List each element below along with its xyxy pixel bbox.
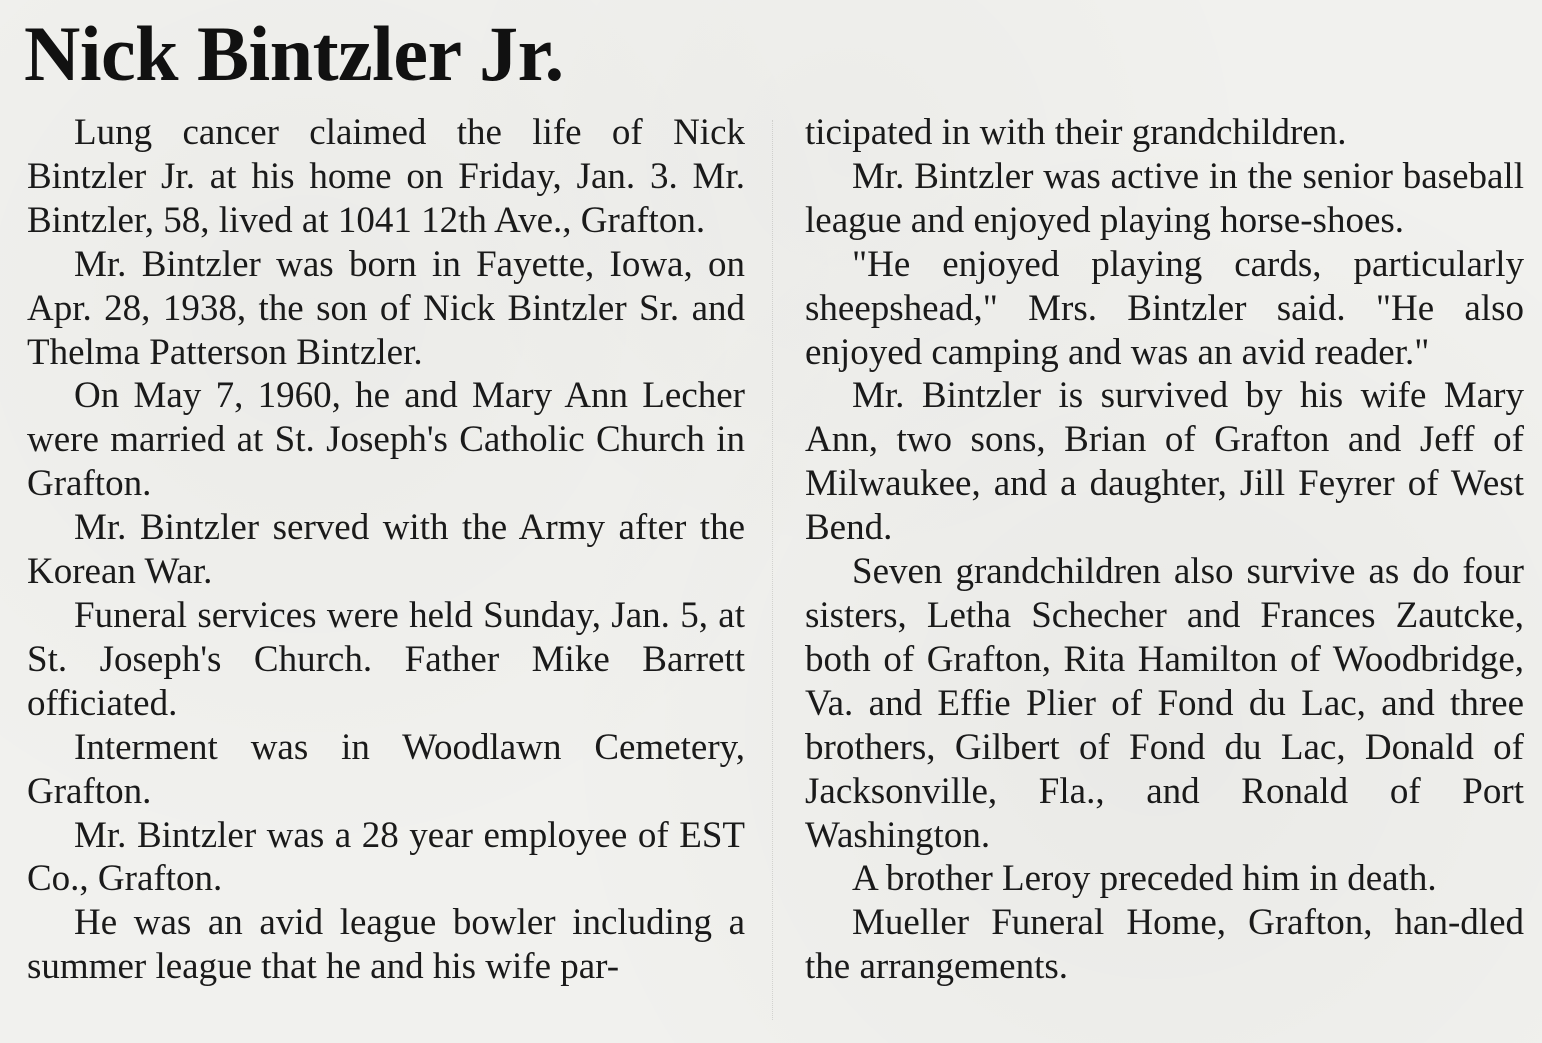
left-column bbox=[27, 111, 745, 989]
paragraph-preceded: A brother Leroy preceded him in death. bbox=[852, 858, 1437, 900]
paragraph-military: Mr. Bintzler served with the Army after the Korean War. bbox=[27, 507, 745, 593]
paragraph-marriage: On May 7, 1960, he and Mary Ann Lecher were married at St. Joseph's Catholic Church in Grafton. bbox=[27, 375, 745, 505]
paragraph-survivors: Mr. Bintzler is survived by his wife Mary Ann, two sons, Brian of Grafton and Jeff of Milwaukee, and a daughter, Jill Feyrer of West Bend. bbox=[805, 375, 1524, 549]
paragraph-hobbies: Mr. Bintzler was active in the senior baseball league and enjoyed playing horse-shoes. bbox=[805, 155, 1524, 241]
paragraph-arrangements: Mueller Funeral Home, Grafton, han-dled the arrangements. bbox=[805, 902, 1524, 988]
paragraph-siblings: Seven grandchildren also survive as do four sisters, Letha Schecher and Frances Zautcke, both of Grafton, Rita Hamilton of Woodbridge, Va. and Effie Plier of Fond du Lac, and three brothers, Gilbert of Fond du Lac, Donald of Jacksonville, Fla., and Ronald of Port Washington. bbox=[805, 551, 1524, 856]
obituary-headline: Nick Bintzler Jr. bbox=[24, 10, 564, 97]
column-divider bbox=[772, 120, 773, 1020]
paragraph-bowling: He was an avid league bowler including a summer league that he and his wife par- bbox=[27, 902, 745, 988]
paragraph-death: Lung cancer claimed the life of Nick Bintzler Jr. at his home on Friday, Jan. 3. Mr. Bintzler, 58, lived at 1041 12th Ave., Grafton. bbox=[27, 112, 745, 241]
paragraph-bowling-continued: ticipated in with their grandchildren. bbox=[805, 112, 1347, 153]
paragraph-quote: "He enjoyed playing cards, particularly sheepshead," Mrs. Bintzler said. "He also enjoyed camping and was an avid reader." bbox=[805, 243, 1524, 373]
right-column bbox=[805, 111, 1524, 989]
paragraph-employment: Mr. Bintzler was a 28 year employee of EST Co., Grafton. bbox=[27, 814, 745, 900]
paragraph-birth: Mr. Bintzler was born in Fayette, Iowa, on Apr. 28, 1938, the son of Nick Bintzler Sr. and Thelma Patterson Bintzler. bbox=[27, 243, 745, 373]
paragraph-funeral: Funeral services were held Sunday, Jan. 5, at St. Joseph's Church. Father Mike Barrett officiated. bbox=[27, 594, 745, 724]
paragraph-interment: Interment was in Woodlawn Cemetery, Grafton. bbox=[27, 726, 745, 812]
